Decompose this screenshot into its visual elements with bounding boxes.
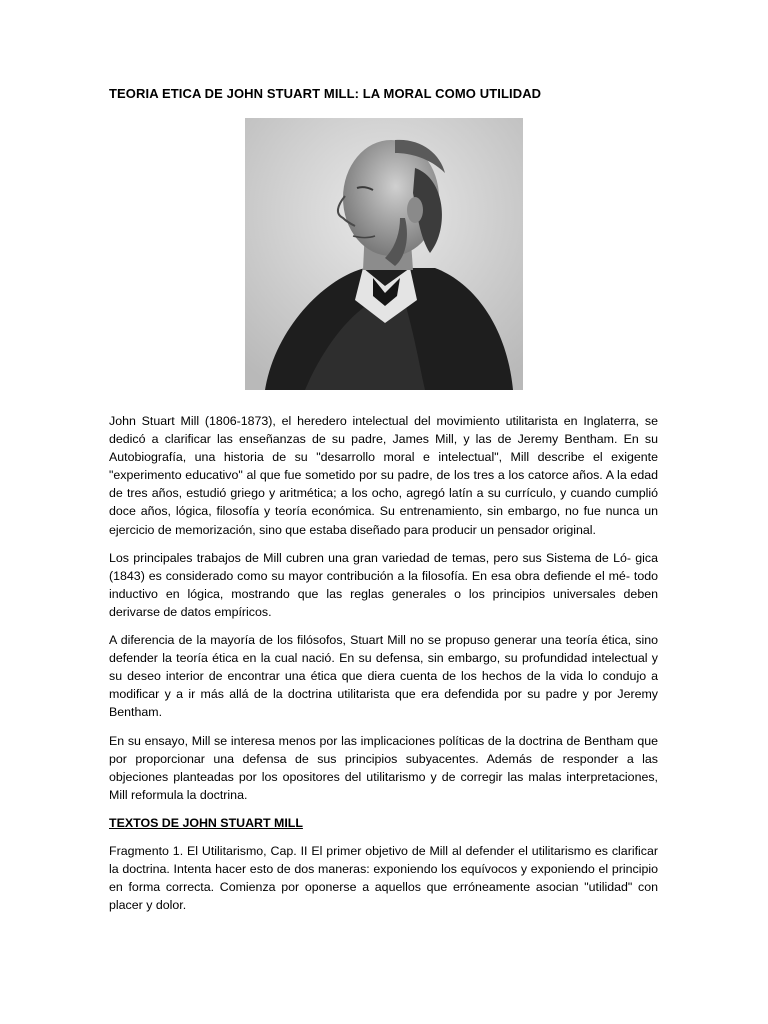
paragraph-3: A diferencia de la mayoría de los filósofos, Stuart Mill no se propuso generar una teoría ética, sino defender la teoría ética en la cual nació. En su defensa, sin embargo, su profundidad intelectual y su deseo interior de encontrar una ética que diera cuenta de los hechos de la vida lo condujo a modificar y a ir más allá de la doctrina utilitarista que era defendida por su padre y por Jeremy Bentham. <box>109 633 658 720</box>
fragment-paragraph: Fragmento 1. El Utilitarismo, Cap. II El primer objetivo de Mill al defender el utilitarismo es clarificar la doctrina. Intenta hacer esto de dos maneras: exponiendo los equívocos y exponiendo el principio en forma correcta. Comienza por oponerse a aquellos que erróneamente asocian "utilidad" con placer y dolor. <box>109 843 658 913</box>
portrait-image <box>245 118 523 390</box>
portrait-engraving-icon <box>245 118 523 390</box>
paragraph-2: Los principales trabajos de Mill cubren una gran variedad de temas, pero sus Sistema de Ló- gica (1843) es considerado como su mayor contribución a la filosofía. En esa obra defiende el mé- todo inductivo en lógica, mostrando que las reglas generales o los principios universales deben derivarse de datos empíricos. <box>109 550 658 619</box>
paragraph-4: En su ensayo, Mill se interesa menos por las implicaciones políticas de la doctrina de Bentham que por proporcionar una defensa de sus principios subyacentes. Además de responder a las objeciones planteadas por los opositores del utilitarismo y de corregir las malas interpretaciones, Mill reformula la doctrina. <box>109 733 658 802</box>
document-title: TEORIA ETICA DE JOHN STUART MILL: LA MORAL COMO UTILIDAD <box>109 86 542 101</box>
body-text <box>109 412 658 924</box>
paragraph-1: John Stuart Mill (1806-1873), el heredero intelectual del movimiento utilitarista en Inglaterra, se dedicó a clarificar las enseñanzas de su padre, James Mill, y las de Jeremy Bentham. En su Autobiografía, una historia de su "desarrollo moral e intelectual", Mill describe el exigente "experimento educativo" al que fue sometido por su padre, de los tres a los catorce años. A la edad de tres años, estudió griego y aritmética; a los ocho, agregó latín a su currículo, y cuando cumplió doce años, lógica, filosofía y teoría económica. Su entrenamiento, sin embargo, no fue nunca un ejercicio de memorización, sino que estaba diseñado para producir un pensador original. <box>109 414 658 537</box>
section-heading: TEXTOS DE JOHN STUART MILL <box>109 815 303 830</box>
